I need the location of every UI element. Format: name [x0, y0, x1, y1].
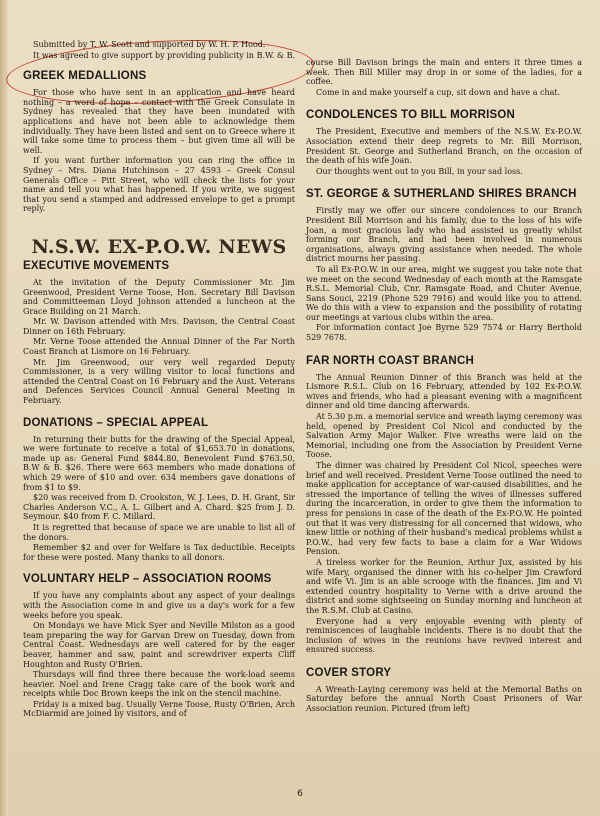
- binding-edge: [0, 0, 8, 816]
- intro-paragraph: course Bill Davison brings the main and enters it three times a week. Then Bill Miller may drop in or some of the ladies, for a coffee.: [306, 58, 582, 87]
- st-george-paragraph: For information contact Joe Byrne 529 7574 or Harry Berthold 529 7678.: [306, 323, 582, 343]
- far-north-paragraph: Everyone had a very enjoyable evening with plenty of reminiscences of laughable incidents. There is no doubt that the inclusion of wives in the reunions have revived interest and ensured success.: [306, 616, 582, 655]
- intro-paragraph: Come in and make yourself a cup, sit down and have a chat.: [316, 87, 561, 97]
- intro-paragraph: It was agreed to give support by providing publicity in B.W. & B.: [33, 50, 295, 60]
- right-column: [306, 58, 582, 715]
- greek-paragraph: If you want further information you can ring the office in Sydney – Mrs. Diana Hutchinson – 27 4593 – Greek Consul Generals Office – Pitt Street, who will check the lists for your name and tell you what has happened. If you write, we suggest that you send a stamped and addressed envelope to get a prompt reply.: [23, 156, 295, 214]
- donations-paragraph: $20 was received from D. Crookston, W. J. Lees, D. H. Grant, Sir Charles Anderson V.C., A. L. Gilbert and A. Chard. $25 from J. D. Seymour. $40 from F. C. Millard.: [23, 493, 295, 522]
- condolences-paragraph: The President, Executive and members of the N.S.W. Ex-P.O.W. Association extend their deep regrets to Mr. Bill Morrison, President St. George and Sutherland Branch, on the occasion of the death of his wife Joan.: [306, 127, 582, 166]
- far-north-paragraph: The Annual Reunion Dinner of this Branch was held at the Lismore R.S.L. Club on 16 February, attended by 102 Ex-P.O.W. wives and friends, who had a pleasant evening with a magnificent dinner and old time dancing afterwards.: [306, 372, 582, 411]
- voluntary-help-heading: VOLUNTARY HELP – ASSOCIATION ROOMS: [23, 573, 272, 586]
- voluntary-paragraph: Friday is a mixed bag. Usually Verne Toose, Rusty O'Brien, Arch McDiarmid are joined by visitors, and of: [23, 699, 295, 719]
- voluntary-paragraph: Thursdays will find three there because the work-load seems heavier. Noel and Irene Cragg take care of the book work and receipts while Doc Brown keeps the ink on the stencil machine.: [23, 670, 295, 699]
- far-north-paragraph: At 5.30 p.m. a memorial service and wreath laying ceremony was held, opened by President Col Nicol and conducted by the Salvation Army Major Walker. Five wreaths were laid on the Memorial, including one from the Association by President Verne Toose.: [306, 412, 582, 460]
- greek-paragraph: For those who have sent in an application and have heard nothing – a word of hope – contact with the Greek Consulate in Sydney has revealed that they have been inundated with applications and have not been able to acknowledge them individually. They have been listed and sent on to Greece where it will take some time to process them – but given time all will be well.: [23, 88, 295, 155]
- voluntary-paragraph: On Mondays we have Mick Syer and Neville Milston as a good team preparing the way for Garvan Drew on Tuesday, down from Central Coast. Wednesdays are well catered for by the eager beaver, hammer and saw, paint and screwdriver experts Cliff Houghton and Rusty O'Brien.: [23, 621, 295, 669]
- left-column: [23, 40, 295, 720]
- cover-story-heading: COVER STORY: [306, 666, 392, 679]
- news-masthead: N.S.W. EX-P.O.W. NEWS: [31, 235, 287, 258]
- voluntary-paragraph: If you have any complaints about any aspect of your dealings with the Association come in and give us a day's work for a few weeks before you speak.: [23, 591, 295, 620]
- page-number: 6: [297, 789, 303, 799]
- executive-paragraph: At the invitation of the Deputy Commissioner Mr. Jim Greenwood, President Verne Toose, Hon. Secretary Bill Davison and Committeeman Lloyd Johnson attended a luncheon at the Grace Building on 21 March.: [23, 277, 295, 316]
- executive-paragraph: Mr. Jim Greenwood, our very well regarded Deputy Commissioner, is a very willing visitor to local functions and attended the Central Coast on 16 February and the Aust. Veterans and Defences Services Council Annual General Meeting in February.: [23, 357, 295, 406]
- condolences-heading: CONDOLENCES TO BILL MORRISON: [306, 109, 515, 122]
- executive-paragraph: Mr. Verne Toose attended the Annual Dinner of the Far North Coast Branch at Lismore on 16 February.: [23, 337, 295, 357]
- st-george-heading: ST. GEORGE & SUTHERLAND SHIRES BRANCH: [306, 188, 577, 201]
- intro-paragraph: Submitted by T. W. Scott and supported by W. H. P. Hood.: [33, 40, 266, 49]
- far-north-paragraph: A tireless worker for the Reunion, Arthur Jux, assisted by his wife Mary, organised the dinner with his co-helper Jim Crawford and wife Vi. Jim is an able scrooge with the finances. Jim and Vi extended country hospitality to Verne with a drive around the district and some sightseeing on Sunday morning and luncheon at the R.S.M. Club at Casino.: [306, 557, 582, 615]
- cover-story-paragraph: A Wreath-Laying ceremony was held at the Memorial Baths on Saturday before the annual North Coast Prisoners of War Association reunion. Pictured (from left): [306, 684, 582, 714]
- st-george-paragraph: To all Ex-P.O.W. in our area, might we suggest you take note that we meet on the second Wednesday of each month at the Ramsgate R.S.L. Memorial Club, Cnr. Ramsgate Road, and Chuter Avenue, Sans Souci, 2219 (Phone 529 7916) and would like you to attend. We do this with a view to expansion and the possibility of rotating our meetings at various clubs within the area.: [306, 264, 582, 322]
- greek-medallions-heading: GREEK MEDALLIONS: [23, 70, 147, 83]
- executive-paragraph: Mr. W. Davison attended with Mrs. Davison, the Central Coast Dinner on 16th February.: [23, 317, 295, 336]
- donations-paragraph: In returning their butts for the drawing of the Special Appeal, we were fortunate to receive a total of $1,653.70 in donations, made up as: General Fund $844.80, Benevolent Fund $763.50, B.W & B. $26. There were 663 members who made donations of which 29 were of $10 and over. 634 members gave donations of from $1 to $9.: [23, 434, 295, 492]
- donations-heading: DONATIONS – SPECIAL APPEAL: [23, 416, 209, 429]
- st-george-paragraph: Firstly may we offer our sincere condolences to our Branch President Bill Morrison and his family, due to the loss of his wife Joan, a most gracious lady who had assisted us greatly whilst forming our Branch, and had been involved in numerous organisations, always giving assistance when needed. The whole district mourns her passing.: [306, 206, 582, 264]
- condolences-paragraph: Our thoughts went out to you Bill, in your sad loss.: [316, 166, 523, 176]
- executive-movements-heading: EXECUTIVE MOVEMENTS: [23, 259, 170, 272]
- far-north-paragraph: The dinner was chaired by President Col Nicol, speeches were brief and well received. President Verne Toose outlined the need to make application for acceptance of war-caused disabilities, and he stressed the importance of telling the wives of illnesses suffered during the incarceration, in order to give them the information to press for pensions in case of the death of the Ex-P.O.W. He pointed out that it was very distressing for all concerned that widows, who knew little or nothing of their husband's medical problems whilst a P.O.W., had very few facts to base a claim for a War Widows Pension.: [306, 461, 582, 557]
- donations-paragraph: It is regretted that because of space we are unable to list all of the donors.: [23, 522, 295, 542]
- donations-paragraph: Remember $2 and over for Welfare is Tax deductible. Receipts for these were posted. Many thanks to all donors.: [23, 543, 295, 562]
- far-north-coast-heading: FAR NORTH COAST BRANCH: [306, 354, 474, 367]
